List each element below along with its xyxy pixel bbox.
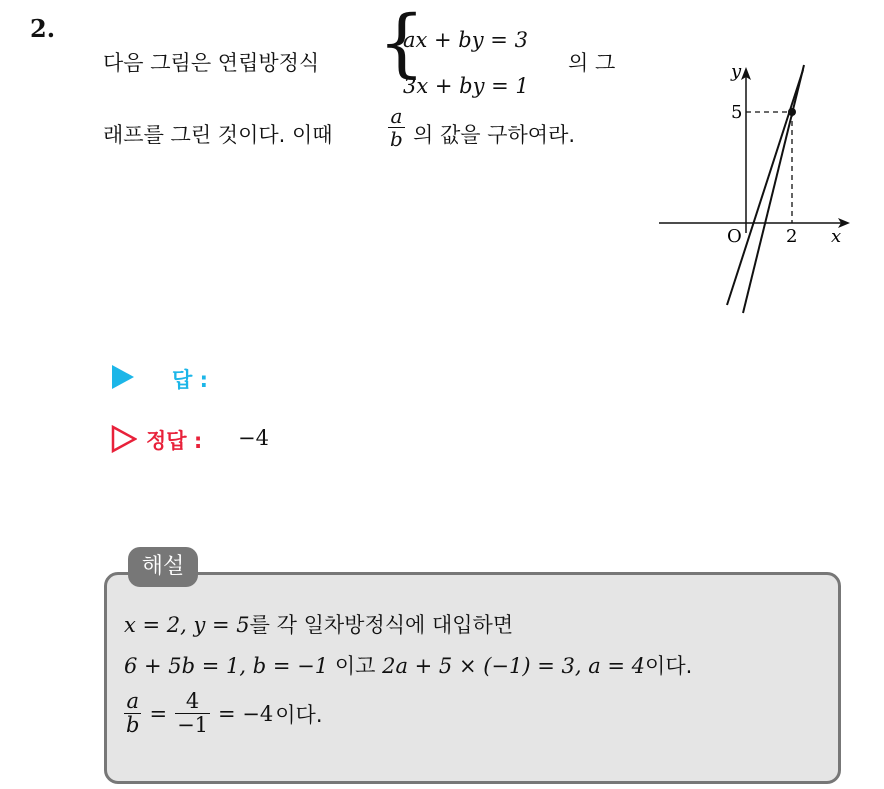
correct-answer-triangle-icon [111,425,137,453]
x-tick-label: 2 [786,226,798,247]
question-fraction: $\frac{a}{b}$ [390,104,403,151]
solution-line2-text-a: 이고 [334,654,376,678]
question-text-part4: 의 값을 구하여라. [413,123,576,147]
x-axis-label: x [831,226,842,247]
solution-line-2 [124,650,692,680]
equation-2: 3x + by = 1 [403,74,529,98]
origin-label: O [727,226,742,247]
intersection-point [788,108,796,116]
question-text-part2: 의 그 [568,51,616,75]
question-text-line2 [103,119,333,149]
solution-line2-math-b: 2a + 5 × (−1) = 3, a = 4 [382,654,646,678]
correct-answer-label: 정답 : [146,429,203,453]
coordinate-graph [655,55,855,320]
solution-tag: 해설 [128,547,198,587]
question-text-line1 [103,47,319,77]
solution-result: = −4 [218,701,274,726]
question-text-part3: 래프를 그린 것이다. 이때 [103,123,333,147]
solution-fraction-2: $\frac{4}{-1}$ [177,689,209,738]
solution-line2-text-b: 이다. [645,654,693,678]
solution-line3-text: 이다. [275,702,323,727]
equation-brace: { [378,0,426,86]
y-tick-label: 5 [731,102,743,123]
solution-line-3: $\frac{a}{b}$ = $\frac{4}{-1}$ = −4 이다. [126,689,323,738]
answer-label: 답 : [172,368,208,392]
solution-line2-math-a: 6 + 5b = 1, b = −1 [124,654,329,678]
y-axis-label: y [731,61,742,82]
solution-fraction-1: $\frac{a}{b}$ [126,689,140,738]
answer-triangle-icon [112,365,134,389]
question-number: 2. [30,14,56,43]
solution-line1-math: x = 2, y = 5 [124,613,250,637]
correct-answer-value: −4 [238,426,269,450]
solution-line1-text: 를 각 일차방정식에 대입하면 [249,613,514,637]
equation-1: ax + by = 3 [403,28,528,52]
graph-line-2 [743,65,804,313]
solution-line-1 [124,609,513,639]
question-text-part1: 다음 그림은 연립방정식 [103,51,320,75]
